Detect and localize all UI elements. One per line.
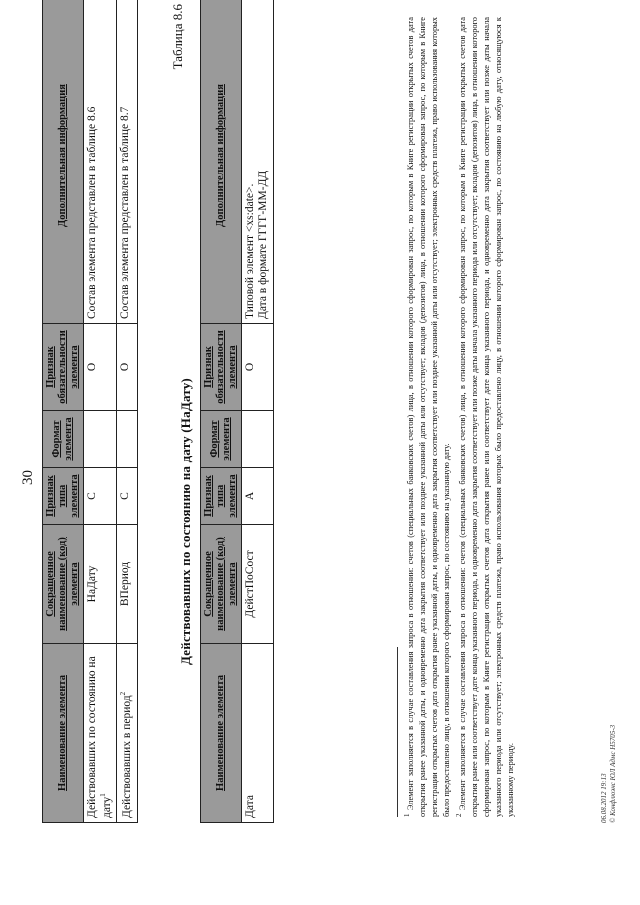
document-footer: 06.08.2012 19:13 © Конфлюэнс ЮЛ Адмс Н5705-3 <box>600 724 618 823</box>
col-header-type: Признак типа элемента <box>201 468 242 525</box>
page-number: 30 <box>20 470 36 485</box>
cell-type: С <box>117 468 137 525</box>
footnote-1: $^1$ Элемент заполняется в случае составления запроса в отношении: счетов (специальных банковских счетов) лица, в отношении которого сформирован запрос, по которым в Книге регистрации открытых счетов дата открытия ранее указанной даты, и одновременно дата закрытия соответствует или позднее указанной даты или отсутствует; вкладов (депозитов) лица, в отношении которого сформирован запрос, по которым в Книге регистрации открытых счетов дата открытия ранее указанной даты, и одновременно дата закрытия соответствует или позднее указанной даты или отсутствует; электронных средств платежа, право использования которых было предоставлено лицу, в отношении которого сформирован запрос, по состоянию на указанную дату. <box>403 16 452 817</box>
cell-info: Типовой элемент <xs:date>. Дата в формате ГГГГ-ММ-ДД <box>242 0 273 324</box>
col-header-format: Формат элемента <box>43 411 84 468</box>
col-header-name: Наименование элемента <box>43 644 84 823</box>
col-header-info: Дополнительная информация <box>201 0 242 324</box>
cell-code: ДейстПоСост <box>242 525 273 644</box>
cell-type: А <box>242 468 273 525</box>
col-header-required: Признак обязательности элемента <box>43 324 84 411</box>
cell-name: Действовавших в период$^2$ <box>117 644 137 823</box>
cell-format <box>242 411 273 468</box>
cell-info: Состав элемента представлен в таблице 8.7 <box>117 0 137 324</box>
table-header-row <box>43 0 84 823</box>
table-row <box>117 0 137 823</box>
table-title: Действовавших по состоянию на дату (НаДату) <box>178 378 193 665</box>
col-header-info: Дополнительная информация <box>43 0 84 324</box>
cell-required: О <box>84 324 117 411</box>
table-row <box>84 0 117 823</box>
cell-info: Состав элемента представлен в таблице 8.6 <box>84 0 117 324</box>
table-row <box>242 0 273 823</box>
table-caption: Таблица 8.6 <box>170 4 185 70</box>
col-header-code: Сокращенное наименование (код) элемента <box>43 525 84 644</box>
col-header-required: Признак обязательности элемента <box>201 324 242 411</box>
cell-name: Действовавших по состоянию на дату$^1$ <box>84 644 117 823</box>
col-header-name: Наименование элемента <box>201 644 242 823</box>
col-header-type: Признак типа элемента <box>43 468 84 525</box>
cell-code: ВПериод <box>117 525 137 644</box>
footnote-2: $^2$ Элемент заполняется в случае составления запроса в отношении: счетов (специальных банковских счетов) лица, в отношении которого сформирован запрос, по которым в Книге регистрации открытых счетов дата открытия ранее или соответствует дате конца указанного периода, и одновременно дата закрытия соответствует или позже даты начала указанного периода или отсутствует; вкладов (депозитов) лица, в отношении которого сформирован запрос, по которым в Книге регистрации открытых счетов дата открытия ранее или соответствует дате конца указанного периода, и одновременно дата закрытия соответствует или позже даты начала указанного периода или отсутствует; электронных средств платежа, право использования которых было предоставлено лицу, в отношении которого сформирован запрос, по состоянию на любую дату, относящуюся к указанному периоду. <box>454 16 516 817</box>
cell-type: С <box>84 468 117 525</box>
col-header-format: Формат элемента <box>201 411 242 468</box>
cell-code: НаДату <box>84 525 117 644</box>
cell-required: О <box>242 324 273 411</box>
footnote-divider <box>397 647 398 817</box>
table-header-row <box>201 0 242 823</box>
cell-name: Дата <box>242 644 273 823</box>
elements-table-top <box>42 0 138 823</box>
footnotes <box>402 17 517 817</box>
cell-format <box>84 411 117 468</box>
cell-format <box>117 411 137 468</box>
elements-table-bottom <box>200 0 274 823</box>
cell-required: О <box>117 324 137 411</box>
col-header-code: Сокращенное наименование (код) элемента <box>201 525 242 644</box>
